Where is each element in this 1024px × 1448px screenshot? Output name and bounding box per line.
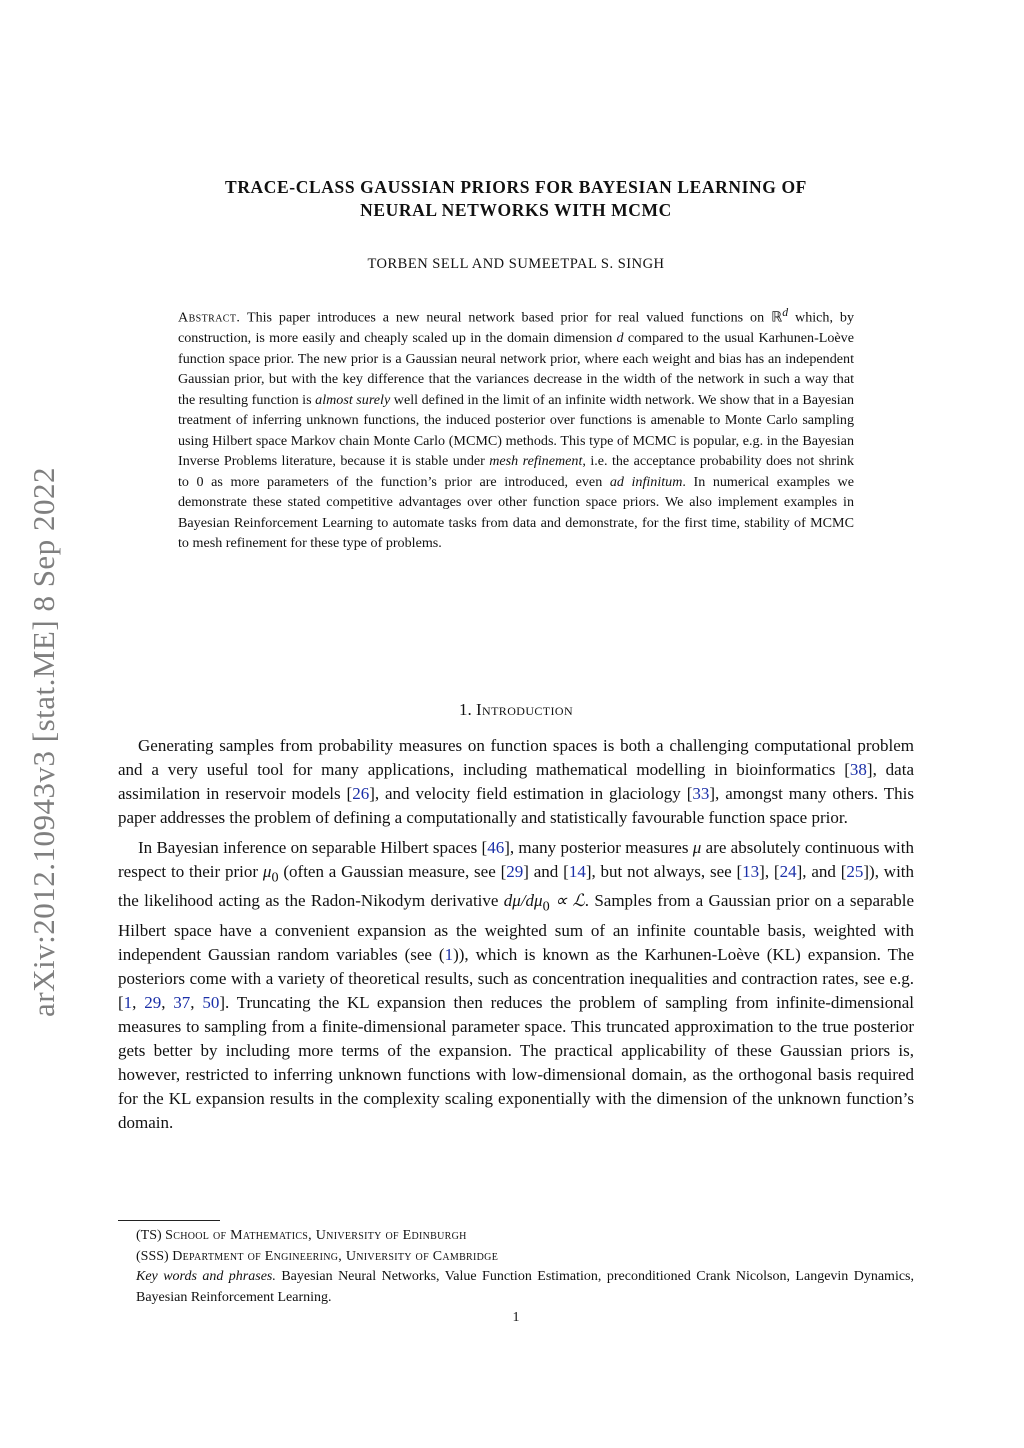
abstract-text: . In numerical examples we demonstrate these stated competitive advantages over other function space priors. We also implement examples in Bayesian Reinforcement Learning to automate tasks from data and demonstrate, for the first time, stability of MCMC to mesh refinement for these type of problems. [178, 473, 854, 552]
paragraph-text: ], but not always, see [ [585, 862, 743, 881]
abstract-text: well defined in the limit of an infinite width network. We show that in a Bayesian treatment of inferring unknown functions, the induced posterior over functions is amenable to Monte Carlo sampling using Hilbert space Markov chain Monte Carlo (MCMC) methods. This type of MCMC is popular, e.g. in the Bayesian Inverse Problems literature, because it is stable under [178, 391, 855, 470]
citation-link[interactable]: 29 [506, 862, 524, 881]
affiliation-ts [118, 1226, 914, 1247]
citation-link[interactable]: 50 [202, 992, 220, 1012]
paragraph-text: ], and [ [796, 862, 847, 881]
paragraph-text: Generating samples from probability measures on function spaces is both a challenging computational problem and a very useful tool for many applications, including mathematical modelling in bioinformatics [ [118, 736, 914, 779]
abstract-text: This paper introduces a new neural network based prior for real valued functions on [246, 309, 772, 326]
citation-link[interactable]: 1 [123, 992, 133, 1012]
citation-link[interactable]: 14 [568, 862, 586, 881]
citation-link[interactable]: 13 [742, 862, 760, 881]
paragraph-text: ]. Truncating the KL expansion then reduces the problem of sampling from infinite-dimensional measures to sampling from a finite-dimensional parameter space. This truncated approximation to the true posterior gets better by including more terms of the expansion. The practical applicability of these Gaussian priors is, however, restricted to inferring unknown functions with low-dimensional domain, as the orthogonal basis required for the KL expansion results in the complexity scaling exponentially with the dimension of the unknown function’s domain. [118, 992, 915, 1132]
math-reals: ℝ [771, 309, 783, 326]
emphasis-mesh-refinement: mesh refinement [489, 453, 583, 470]
math-superscript-d: d [782, 306, 789, 319]
math-mu: μ [692, 838, 702, 857]
title-line-1: TRACE-CLASS GAUSSIAN PRIORS FOR BAYESIAN LEARNING OF [225, 177, 807, 197]
citation-link[interactable]: 25 [846, 862, 864, 881]
citation-separator: , [190, 992, 203, 1012]
abstract [178, 303, 854, 554]
paragraph-text: (often a Gaussian measure, see [ [278, 862, 507, 881]
keywords-text: Bayesian Neural Networks, Value Function Estimation, preconditioned Crank Nicolson, Langevin Dynamics, Bayesian Reinforcement Learning. [136, 1269, 915, 1305]
paragraph-text: ]), with the likelihood acting as the Radon-Nikodym derivative [118, 862, 915, 911]
affiliation-tag: (TS) [136, 1228, 166, 1243]
citation-link[interactable]: 29 [144, 992, 162, 1012]
emphasis-ad-infinitum: ad infinitum [609, 473, 683, 490]
citation-link[interactable]: 38 [849, 760, 867, 779]
affiliation-sss [118, 1247, 914, 1268]
math-subscript: 0 [271, 869, 279, 886]
arxiv-identifier-stamp [14, 442, 74, 1042]
paragraph-text: ], amongst many others. This paper addresses the problem of defining a computationally and statistically favourable function space prior. [118, 784, 914, 827]
paragraph-text: ] and [ [523, 862, 569, 881]
affiliation-text: Department of Engineering, University of Cambridge [172, 1248, 499, 1264]
equation-ref-link[interactable]: 1 [444, 944, 454, 964]
section-number: 1. [458, 700, 472, 719]
title-line-2: NEURAL NETWORKS WITH MCMC [360, 200, 672, 220]
arxiv-identifier-text: arXiv:2012.10943v3 [stat.ME] 8 Sep 2022 [26, 467, 61, 1017]
math-mu0: μ [262, 862, 272, 881]
math-proportional-likelihood: ∝ ℒ [549, 891, 585, 911]
section-title: Introduction [475, 700, 574, 719]
keywords-label: Key words and phrases. [136, 1269, 276, 1284]
paragraph-text: In Bayesian inference on separable Hilbert spaces [ [138, 838, 488, 857]
abstract-text: which, by construction, is more easily and cheaply scaled up in the domain dimension [178, 309, 854, 347]
paragraph-text: are absolutely continuous with respect to their prior [118, 838, 914, 881]
page-number: 1 [512, 1310, 520, 1325]
citation-separator: , [132, 992, 145, 1012]
citation-link[interactable]: 46 [487, 838, 505, 857]
citation-link[interactable]: 24 [779, 862, 797, 881]
abstract-text: , i.e. the acceptance probability does not shrink to 0 as more parameters of the function’s prior are introduced, even [178, 453, 854, 490]
paragraph-text: ], [ [759, 862, 780, 881]
paragraph-text: ], and velocity field estimation in glaciology [ [369, 784, 693, 803]
paragraph-text: . Samples from a Gaussian prior on a separable Hilbert space have a convenient expansion as the weighted sum of an infinite countable basis, weighted with independent Gaussian random variables (see ( [118, 891, 915, 964]
footnote-divider [118, 1220, 220, 1221]
footnotes [118, 1226, 914, 1308]
section-heading-introduction [118, 700, 914, 720]
paragraph-text: ], data assimilation in reservoir models [ [118, 760, 914, 803]
affiliation-tag: (SSS) [136, 1248, 173, 1264]
paragraph-1 [118, 734, 914, 830]
affiliation-text: School of Mathematics, University of Edinburgh [165, 1228, 467, 1243]
paragraph-2 [118, 836, 914, 1135]
abstract-label: Abstract. [178, 309, 241, 326]
citation-link[interactable]: 33 [692, 784, 710, 803]
introduction-body [118, 734, 914, 1141]
math-subscript: 0 [542, 898, 550, 915]
paper-title [118, 176, 914, 222]
citation-separator: , [161, 992, 174, 1012]
citation-link[interactable]: 26 [352, 784, 370, 803]
paragraph-text: )), which is known as the Karhunen-Loève (KL) expansion. The posteriors come with a variety of theoretical results, such as concentration inequalities and contraction rates, see e.g. [ [118, 944, 914, 1012]
keywords [118, 1267, 914, 1308]
paragraph-text: ], many posterior measures [504, 838, 693, 857]
emphasis-almost-surely: almost surely [315, 391, 391, 408]
citation-link[interactable]: 37 [173, 992, 191, 1012]
math-radon-nikodym: dμ/dμ [503, 891, 543, 911]
abstract-text: compared to the usual Karhunen-Loève function space prior. The new prior is a Gaussian neural network prior, where each weight and bias has an independent Gaussian prior, but with the key difference that the variances decrease in the width of the network in such a way that the resulting function is [178, 330, 854, 408]
math-d: d [616, 330, 624, 347]
paper-authors: TORBEN SELL AND SUMEETPAL S. SINGH [367, 256, 665, 272]
